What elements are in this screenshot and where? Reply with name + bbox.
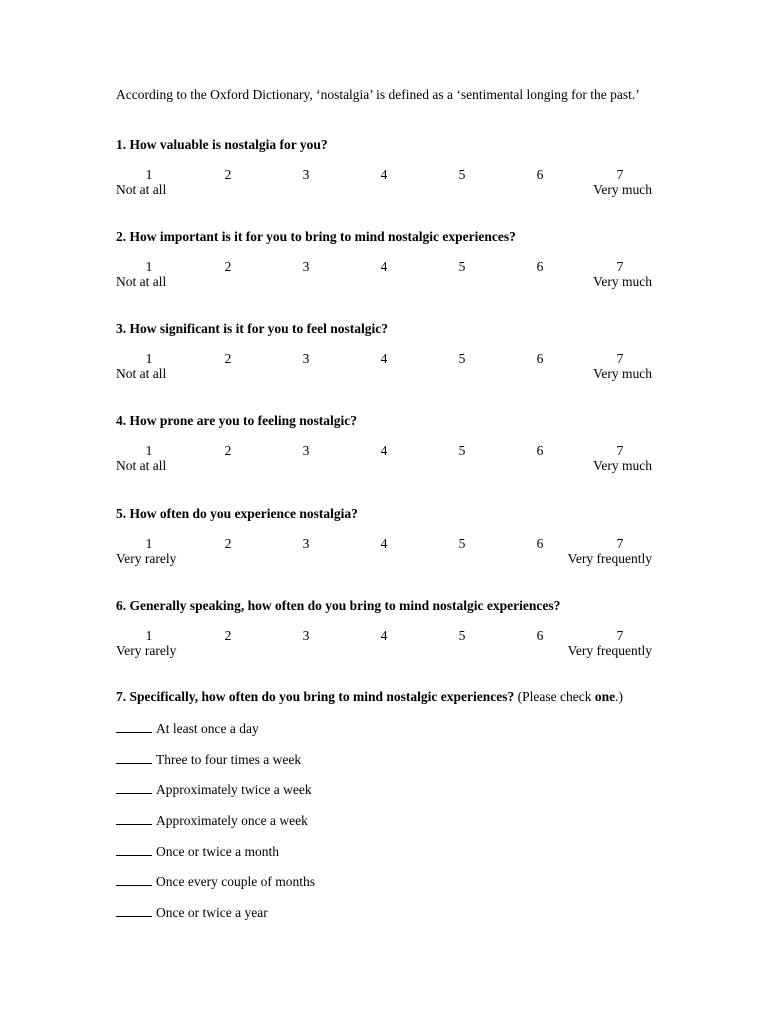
frequency-option-label: Once every couple of months	[156, 874, 315, 890]
frequency-option[interactable]	[116, 904, 516, 935]
scale-anchor-high: Very much	[593, 366, 652, 381]
question-6	[116, 597, 676, 662]
question-7	[116, 688, 676, 706]
scale-anchor-high: Very much	[593, 458, 652, 473]
scale-option-4[interactable]: 4	[380, 351, 388, 366]
question-4	[116, 412, 676, 477]
frequency-option[interactable]	[116, 781, 516, 812]
scale-option-3[interactable]: 3	[302, 259, 310, 274]
scale-option-1[interactable]: 1	[145, 351, 153, 366]
scale-anchor-high: Very frequently	[567, 643, 652, 658]
frequency-option-label: Approximately once a week	[156, 813, 308, 829]
scale-anchor-high: Very much	[593, 182, 652, 197]
scale-option-2[interactable]: 2	[224, 351, 232, 366]
check-blank[interactable]	[116, 843, 152, 856]
scale-option-6[interactable]: 6	[536, 259, 544, 274]
frequency-option-label: Once or twice a year	[156, 905, 268, 921]
frequency-option-label: Three to four times a week	[156, 751, 302, 767]
scale-option-3[interactable]: 3	[302, 351, 310, 366]
scale-anchor-low: Not at all	[116, 366, 167, 381]
question-7-text: 7. Specifically, how often do you bring to mind nostalgic experiences?	[116, 689, 515, 704]
question-title: 3. How significant is it for you to feel nostalgic?	[116, 321, 388, 336]
scale-option-4[interactable]: 4	[380, 628, 388, 643]
frequency-option[interactable]	[116, 751, 516, 782]
check-blank[interactable]	[116, 904, 152, 917]
scale-option-7[interactable]: 7	[616, 167, 624, 182]
question-title: 2. How important is it for you to bring to mind nostalgic experiences?	[116, 229, 516, 244]
scale-option-1[interactable]: 1	[145, 443, 153, 458]
frequency-option-label: At least once a day	[156, 721, 259, 736]
scale-anchor-low: Not at all	[116, 182, 167, 197]
scale-option-7[interactable]: 7	[616, 259, 624, 274]
check-blank[interactable]	[116, 751, 152, 764]
scale-anchor-low: Very rarely	[116, 551, 177, 566]
frequency-option[interactable]	[116, 720, 516, 751]
scale-option-1[interactable]: 1	[145, 167, 153, 182]
scale-option-4[interactable]: 4	[380, 167, 388, 182]
intro-text: According to the Oxford Dictionary, ‘nostalgia’ is defined as a ‘sentimental longing for the past.’	[116, 87, 640, 102]
check-blank[interactable]	[116, 720, 152, 733]
frequency-options	[116, 720, 516, 935]
scale-option-5[interactable]: 5	[458, 628, 466, 643]
scale-option-4[interactable]: 4	[380, 443, 388, 458]
instruction-text: (Please check one.)	[517, 689, 623, 704]
scale-option-2[interactable]: 2	[224, 167, 232, 182]
rating-scale	[116, 536, 676, 570]
scale-option-4[interactable]: 4	[380, 259, 388, 274]
rating-scale	[116, 167, 676, 201]
scale-option-3[interactable]: 3	[302, 443, 310, 458]
frequency-option[interactable]	[116, 812, 516, 843]
scale-option-2[interactable]: 2	[224, 536, 232, 551]
scale-option-6[interactable]: 6	[536, 628, 544, 643]
check-blank[interactable]	[116, 812, 152, 825]
question-title: 4. How prone are you to feeling nostalgic?	[116, 413, 357, 428]
scale-option-5[interactable]: 5	[458, 167, 466, 182]
scale-anchor-low: Not at all	[116, 274, 167, 289]
scale-option-3[interactable]: 3	[302, 536, 310, 551]
rating-scale	[116, 443, 676, 477]
question-5	[116, 505, 676, 570]
question-title: 6. Generally speaking, how often do you bring to mind nostalgic experiences?	[116, 598, 561, 613]
check-blank[interactable]	[116, 781, 152, 794]
scale-option-7[interactable]: 7	[616, 628, 624, 643]
frequency-option-label: Once or twice a month	[156, 843, 279, 859]
scale-option-7[interactable]: 7	[616, 351, 624, 366]
frequency-option[interactable]	[116, 873, 516, 904]
question-title: 1. How valuable is nostalgia for you?	[116, 137, 328, 152]
scale-option-6[interactable]: 6	[536, 443, 544, 458]
scale-option-2[interactable]: 2	[224, 443, 232, 458]
scale-anchor-low: Very rarely	[116, 643, 177, 658]
scale-option-5[interactable]: 5	[458, 259, 466, 274]
rating-scale	[116, 259, 676, 293]
scale-option-1[interactable]: 1	[145, 259, 153, 274]
scale-option-2[interactable]: 2	[224, 259, 232, 274]
rating-scale	[116, 351, 676, 385]
scale-option-1[interactable]: 1	[145, 536, 153, 551]
frequency-option-label: Approximately twice a week	[156, 782, 312, 798]
scale-anchor-high: Very frequently	[567, 551, 652, 566]
scale-option-4[interactable]: 4	[380, 536, 388, 551]
check-blank[interactable]	[116, 873, 152, 886]
question-title: 5. How often do you experience nostalgia?	[116, 506, 358, 521]
scale-anchor-low: Not at all	[116, 458, 167, 473]
question-title	[116, 688, 676, 706]
question-3	[116, 320, 676, 385]
scale-option-7[interactable]: 7	[616, 443, 624, 458]
scale-option-3[interactable]: 3	[302, 167, 310, 182]
rating-scale	[116, 628, 676, 662]
scale-option-6[interactable]: 6	[536, 351, 544, 366]
question-1	[116, 136, 676, 201]
scale-anchor-high: Very much	[593, 274, 652, 289]
scale-option-6[interactable]: 6	[536, 167, 544, 182]
scale-option-2[interactable]: 2	[224, 628, 232, 643]
question-2	[116, 228, 676, 293]
frequency-option[interactable]	[116, 843, 516, 874]
scale-option-5[interactable]: 5	[458, 351, 466, 366]
scale-option-5[interactable]: 5	[458, 536, 466, 551]
scale-option-5[interactable]: 5	[458, 443, 466, 458]
scale-option-7[interactable]: 7	[616, 536, 624, 551]
scale-option-3[interactable]: 3	[302, 628, 310, 643]
scale-option-1[interactable]: 1	[145, 628, 153, 643]
scale-option-6[interactable]: 6	[536, 536, 544, 551]
